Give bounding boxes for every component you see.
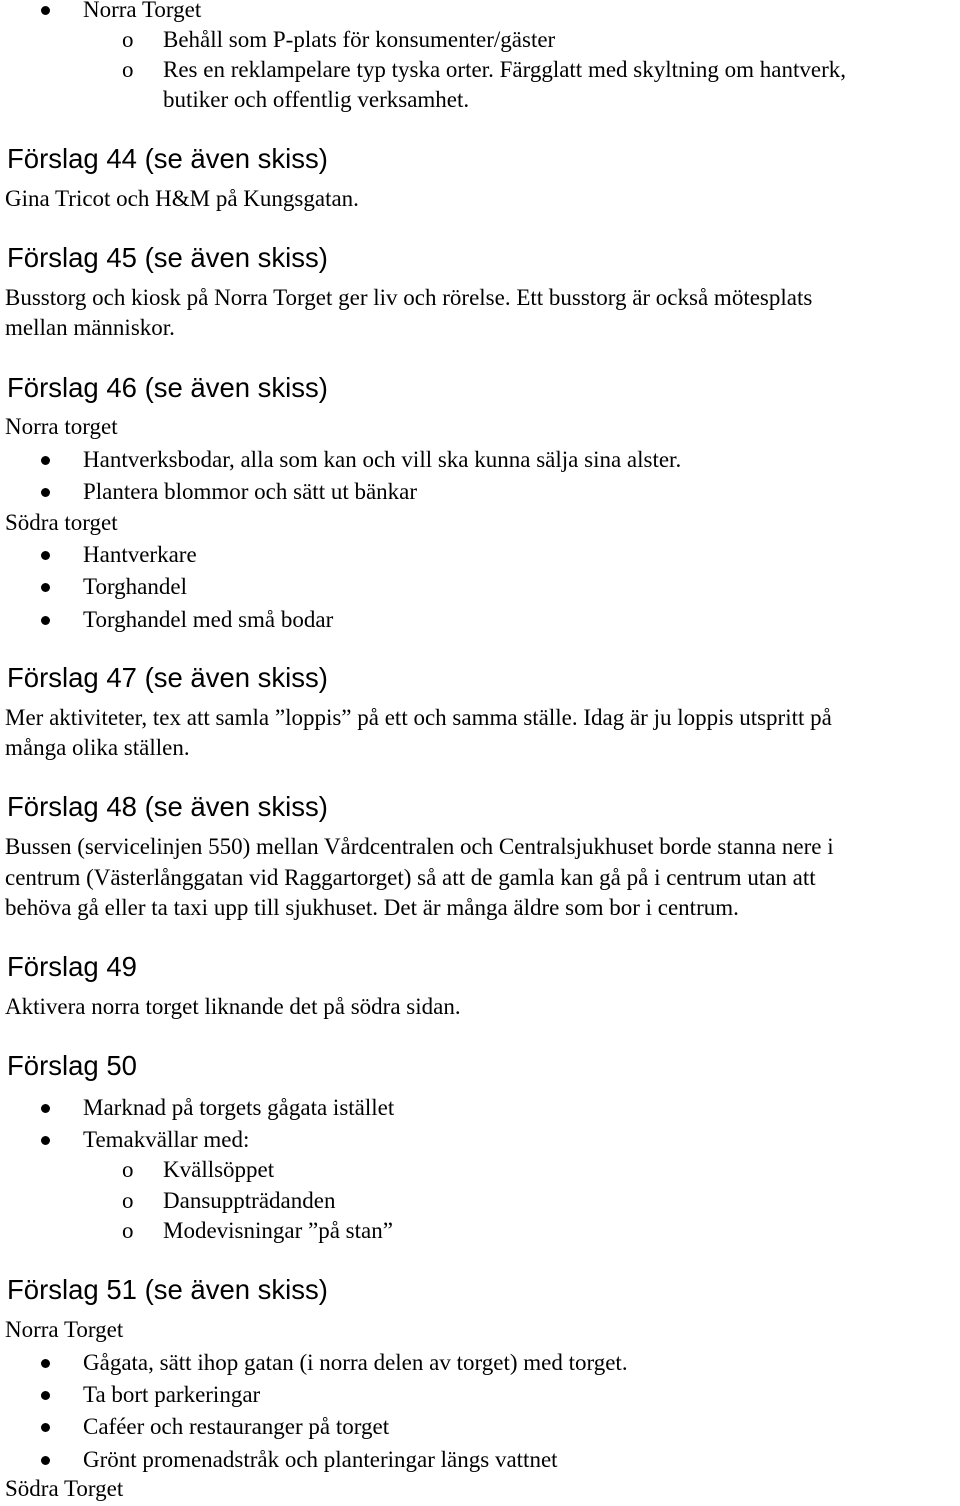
list-item: Hantverksbodar, alla som kan och vill ska kunna sälja sina alster. [83,447,682,472]
heading-forslag-46: Förslag 46 (se även skiss) [7,372,328,403]
list-item-norra-torget: Norra Torget [83,0,202,22]
sub-bullet-icon: o [122,1188,134,1213]
sub-list-item-continuation: butiker och offentlig verksamhet. [163,87,470,112]
bullet-icon [41,616,50,625]
sub-bullet-icon: o [122,1157,134,1182]
list-item: Caféer och restauranger på torget [83,1414,390,1439]
sub-list-item: Kvällsöppet [163,1157,275,1182]
list-item: Gågata, sätt ihop gatan (i norra delen av torget) med torget. [83,1350,628,1375]
heading-forslag-51: Förslag 51 (se även skiss) [7,1274,328,1305]
sub-bullet-icon: o [122,27,134,52]
heading-forslag-50: Förslag 50 [7,1050,137,1081]
list-item: Temakvällar med: [83,1127,250,1152]
bullet-icon [41,6,50,15]
heading-forslag-48: Förslag 48 (se även skiss) [7,791,328,822]
heading-forslag-45: Förslag 45 (se även skiss) [7,242,328,273]
paragraph-continuation: centrum (Västerlånggatan vid Raggartorget) så att de gamla kan gå på i centrum utan att [5,865,816,890]
list-item: Plantera blommor och sätt ut bänkar [83,479,418,504]
bullet-icon [41,583,50,592]
paragraph: Bussen (servicelinjen 550) mellan Vårdcentralen och Centralsjukhuset borde stanna nere i [5,834,834,859]
paragraph: Mer aktiviteter, tex att samla ”loppis” på ett och samma ställe. Idag är ju loppis utspritt på [5,705,832,730]
list-item: Torghandel [83,574,187,599]
sub-bullet-icon: o [122,1218,134,1243]
list-item: Marknad på torgets gågata istället [83,1095,395,1120]
list-item: Torghandel med små bodar [83,607,334,632]
paragraph-continuation: behöva gå eller ta taxi upp till sjukhuset. Det är många äldre som bor i centrum. [5,895,739,920]
paragraph-continuation: många olika ställen. [5,735,190,760]
bullet-icon [41,456,50,465]
sub-list-item: Res en reklampelare typ tyska orter. Färgglatt med skyltning om hantverk, [163,57,847,82]
sub-list-item: Behåll som P-plats för konsumenter/gäster [163,27,556,52]
subheading-norra-torget: Norra torget [5,414,118,439]
bullet-icon [41,551,50,560]
subheading-sodra-torget: Södra Torget [5,1476,124,1501]
paragraph: Busstorg och kiosk på Norra Torget ger liv och rörelse. Ett busstorg är också mötesplats [5,285,813,310]
bullet-icon [41,1136,50,1145]
sub-list-item: Modevisningar ”på stan” [163,1218,393,1243]
heading-forslag-44: Förslag 44 (se även skiss) [7,143,328,174]
bullet-icon [41,1359,50,1368]
list-item: Ta bort parkeringar [83,1382,261,1407]
subheading-sodra-torget: Södra torget [5,510,118,535]
list-item: Hantverkare [83,542,197,567]
heading-forslag-47: Förslag 47 (se även skiss) [7,662,328,693]
bullet-icon [41,1423,50,1432]
bullet-icon [41,488,50,497]
bullet-icon [41,1104,50,1113]
sub-bullet-icon: o [122,57,134,82]
paragraph: Aktivera norra torget liknande det på södra sidan. [5,994,461,1019]
heading-forslag-49: Förslag 49 [7,951,137,982]
sub-list-item: Dansuppträdanden [163,1188,336,1213]
paragraph-continuation: mellan människor. [5,315,175,340]
paragraph: Gina Tricot och H&M på Kungsgatan. [5,186,359,211]
bullet-icon [41,1456,50,1465]
list-item: Grönt promenadstråk och planteringar längs vattnet [83,1447,558,1472]
subheading-norra-torget: Norra Torget [5,1317,124,1342]
bullet-icon [41,1391,50,1400]
